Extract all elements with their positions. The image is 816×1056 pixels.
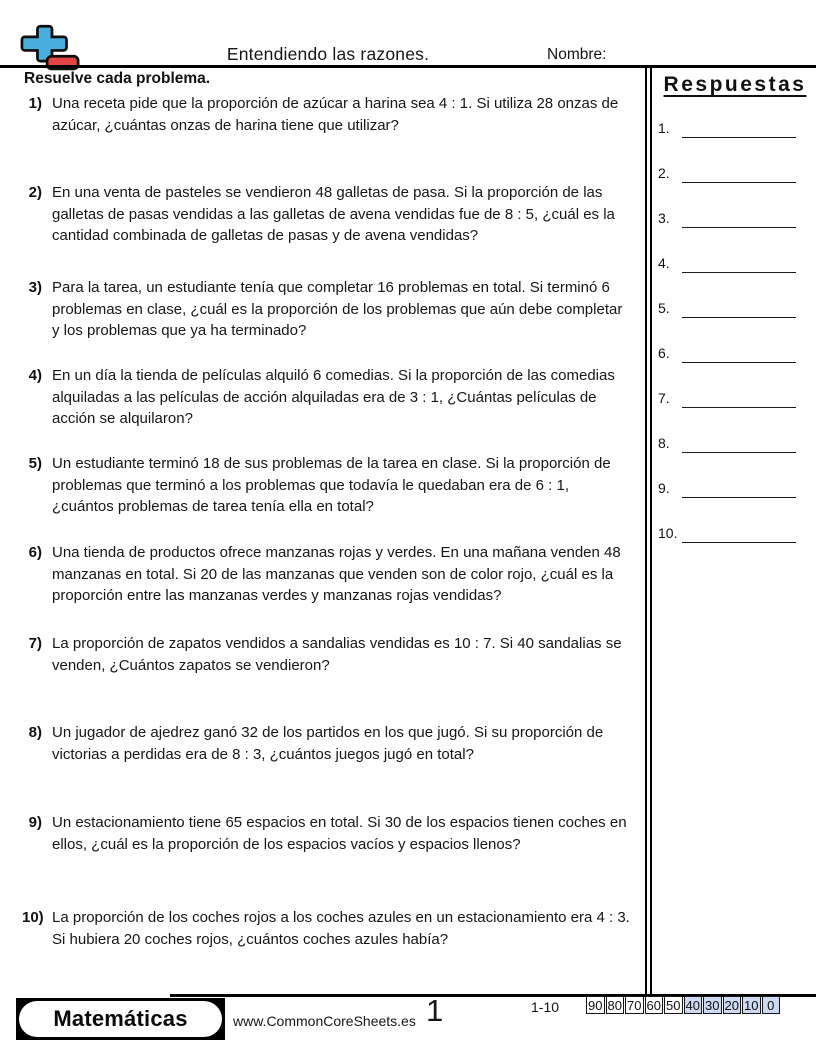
answer-number: 8. [658, 435, 670, 451]
header-divider [0, 65, 816, 68]
answer-blank-line [682, 208, 796, 228]
answer-blank-line [682, 478, 796, 498]
problem-number: 1) [28, 95, 42, 112]
problem-item [22, 93, 642, 136]
problem-item [22, 277, 642, 342]
answer-blank-line [682, 433, 796, 453]
answer-number: 1. [658, 120, 670, 136]
answer-number: 4. [658, 255, 670, 271]
problem-item [22, 633, 642, 676]
problem-text: Una receta pide que la proporción de azúcar a harina sea 4 : 1. Si utiliza 28 onzas de azúcar, ¿cuántas onzas de harina tiene que utilizar? [52, 95, 619, 134]
problem-text: La proporción de los coches rojos a los coches azules en un estacionamiento era 4 : 3. Si hubiera 20 coches rojos, ¿cuántos coches azules había? [52, 909, 630, 948]
answer-row [658, 342, 796, 363]
grade-scale-cell: 0 [762, 996, 781, 1014]
problem-item [22, 542, 642, 607]
problem-number: 9) [28, 814, 42, 831]
problem-text: Un estudiante terminó 18 de sus problemas de la tarea en clase. Si la proporción de problemas que terminó a los problemas que todavía le quedaban era de 6 : 1, ¿cuántos problemas de tarea tenía ella en total? [52, 455, 611, 515]
answer-row [658, 432, 796, 453]
worksheet-title: Entendiendo las razones. [226, 44, 430, 64]
instruction-text: Resuelve cada problema. [24, 70, 211, 87]
answer-blank-line [682, 298, 796, 318]
problem-number: 10) [22, 909, 44, 926]
problem-number: 7) [28, 635, 42, 652]
grade-scale-cell: 40 [684, 996, 703, 1014]
problem-number: 3) [28, 279, 42, 296]
problem-item [22, 812, 642, 855]
answers-column-divider [645, 66, 652, 995]
answer-blank-line [682, 163, 796, 183]
grade-scale-cell: 20 [723, 996, 742, 1014]
answer-row [658, 297, 796, 318]
problem-number: 2) [28, 184, 42, 201]
problem-text: Un jugador de ajedrez ganó 32 de los partidos en los que jugó. Si su proporción de victorias a perdidas era de 8 : 3, ¿cuántos juegos jugó en total? [52, 724, 604, 763]
problem-text: En una venta de pasteles se vendieron 48 galletas de pasa. Si la proporción de las galletas de pasas vendidas a las galletas de avena vendidas fue de 8 : 5, ¿cuál es la cantidad combinada de galletas de pasas y de avena vendidas? [52, 184, 615, 244]
answer-row [658, 252, 796, 273]
problem-number: 6) [28, 544, 42, 561]
problem-item [22, 182, 642, 247]
grade-scale-label: 1-10 [531, 999, 560, 1015]
answer-row [658, 387, 796, 408]
grade-scale-cell: 50 [664, 996, 683, 1014]
answer-number: 3. [658, 210, 670, 226]
answer-row [658, 207, 796, 228]
grade-scale-cell: 90 [586, 996, 605, 1014]
website-url: www.CommonCoreSheets.es [233, 1013, 416, 1029]
answer-number: 9. [658, 480, 670, 496]
problem-item [22, 365, 642, 430]
problem-text: Para la tarea, un estudiante tenía que completar 16 problemas en total. Si terminó 6 problemas en clase, ¿cuál es la proporción de los problemas que aún debe completar y los problemas que ya ha terminado? [52, 279, 623, 339]
grade-scale [585, 996, 780, 1014]
grade-scale-cell: 70 [625, 996, 644, 1014]
answer-number: 5. [658, 300, 670, 316]
problem-text: En un día la tienda de películas alquiló 6 comedias. Si la proporción de las comedias alquiladas a las películas de acción alquiladas era de 3 : 1, ¿Cuántas películas de acción se alquilaron? [52, 367, 615, 427]
problem-text: Un estacionamiento tiene 65 espacios en total. Si 30 de los espacios tienen coches en ellos, ¿cuál es la proporción de los espacios vacíos y espacios llenos? [52, 814, 627, 853]
problem-item [22, 907, 642, 950]
answer-number: 7. [658, 390, 670, 406]
brand-badge [16, 998, 225, 1040]
problem-number: 4) [28, 367, 42, 384]
name-label: Nombre: [547, 46, 607, 63]
grade-scale-cell: 10 [742, 996, 761, 1014]
answer-number: 2. [658, 165, 670, 181]
problem-item [22, 453, 642, 518]
answer-row [658, 162, 796, 183]
answer-row [658, 117, 796, 138]
answer-blank-line [682, 388, 796, 408]
answer-row [658, 522, 796, 543]
grade-scale-cell: 80 [606, 996, 625, 1014]
grade-scale-cell: 60 [645, 996, 664, 1014]
problem-text: Una tienda de productos ofrece manzanas rojas y verdes. En una mañana venden 48 manzanas en total. Si 20 de las manzanas que venden son de color rojo, ¿cuál es la proporción entre las manzanas verdes y manzanas rojas vendidas? [52, 544, 621, 604]
problem-number: 5) [28, 455, 42, 472]
page-number: 1 [426, 993, 444, 1028]
answer-blank-line [682, 253, 796, 273]
answer-blank-line [682, 118, 796, 138]
answer-number: 6. [658, 345, 670, 361]
problem-number: 8) [28, 724, 42, 741]
problem-item [22, 722, 642, 765]
problem-text: La proporción de zapatos vendidos a sandalias vendidas es 10 : 7. Si 40 sandalias se venden, ¿Cuántos zapatos se vendieron? [52, 635, 622, 674]
brand-name: Matemáticas [19, 1001, 222, 1037]
answer-row [658, 477, 796, 498]
grade-scale-cell: 30 [703, 996, 722, 1014]
answer-number: 10. [658, 525, 678, 541]
answer-blank-line [682, 523, 796, 543]
answers-title: Respuestas [663, 73, 807, 96]
answer-blank-line [682, 343, 796, 363]
